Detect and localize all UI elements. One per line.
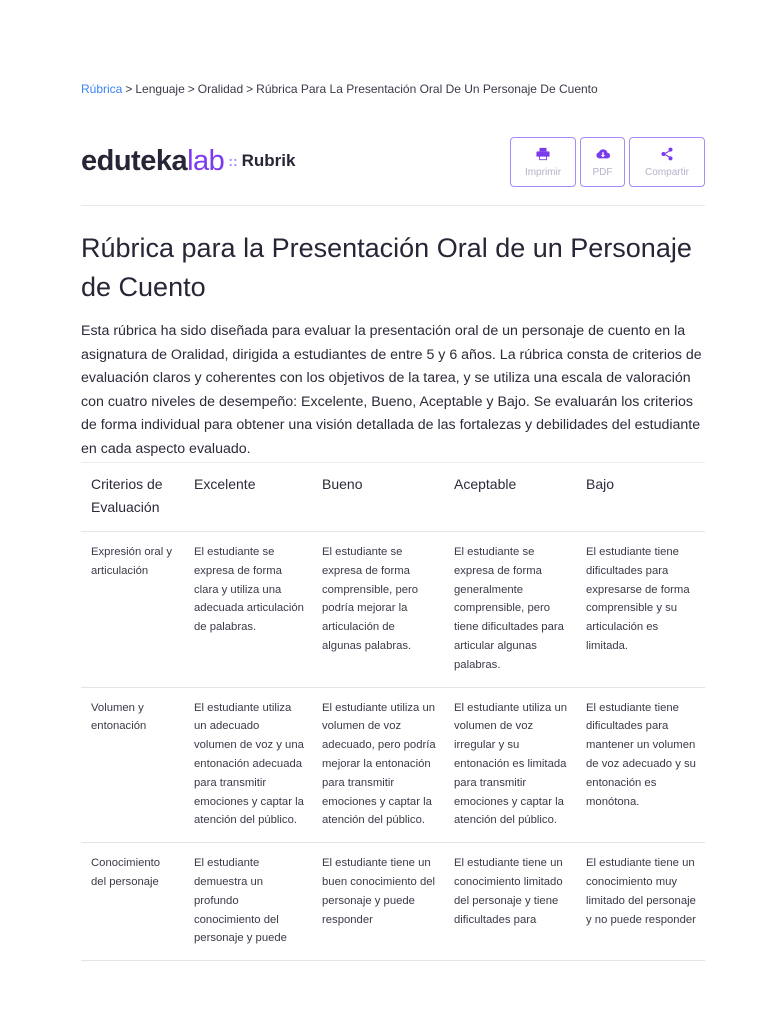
table-row	[81, 532, 705, 688]
table-cell: El estudiante tiene un conocimiento muy limitado del personaje y no puede responder	[576, 843, 705, 961]
criterion-cell: Conocimiento del personaje	[81, 843, 184, 961]
page-title: Rúbrica para la Presentación Oral de un Personaje de Cuento	[81, 233, 692, 302]
criterion-cell: Volumen y entonación	[81, 687, 184, 843]
print-button[interactable]	[510, 137, 576, 187]
breadcrumb	[81, 82, 598, 96]
table-cell: El estudiante tiene dificultades para expresarse de forma comprensible y su articulación es limitada.	[576, 532, 705, 688]
header-criterios: Criterios de Evaluación	[81, 463, 184, 532]
logo-wordmark	[81, 144, 225, 177]
brand-logo[interactable]	[81, 143, 295, 179]
header-divider	[81, 205, 705, 206]
chevron-right-icon: >	[125, 82, 133, 96]
table-cell: El estudiante utiliza un adecuado volumen de voz y una entonación adecuada para transmitir emociones y captar la atención del público.	[184, 687, 312, 843]
header-bueno: Bueno	[312, 463, 444, 532]
header-bajo: Bajo	[576, 463, 705, 532]
printer-icon	[536, 147, 550, 161]
chevron-right-icon: >	[246, 82, 254, 96]
breadcrumb-item-oralidad[interactable]: Oralidad	[197, 82, 244, 96]
breadcrumb-item-current: Rúbrica Para La Presentación Oral De Un Personaje De Cuento	[256, 82, 598, 96]
logo-eduteka: eduteka	[81, 144, 188, 177]
table-cell: El estudiante se expresa de forma generalmente comprensible, pero tiene dificultades para articular algunas palabras.	[444, 532, 576, 688]
table-row	[81, 843, 705, 961]
rubric-table	[81, 462, 705, 961]
table-cell: El estudiante tiene un conocimiento limitado del personaje y tiene dificultades para	[444, 843, 576, 961]
cloud-download-icon	[596, 147, 610, 161]
table-cell: El estudiante utiliza un volumen de voz adecuado, pero podría mejorar la entonación para transmitir emociones y captar la atención del público.	[312, 687, 444, 843]
breadcrumb-item-rubrica[interactable]: Rúbrica	[81, 82, 123, 96]
table-header-row	[81, 463, 705, 532]
intro-paragraph: Esta rúbrica ha sido diseñada para evaluar la presentación oral de un personaje de cuento en la asignatura de Oralidad, dirigida a estudiantes de entre 5 y 6 años. La rúbrica consta de criterios de evaluación claros y coherentes con los objetivos de la tarea, y se utiliza una escala de valoración con cuatro niveles de desempeño: Excelente, Bueno, Aceptable y Bajo. Se evaluarán los criterios de forma individual para obtener una visión detallada de las fortalezas y debilidades del estudiante en cada aspecto evaluado.	[81, 323, 702, 457]
share-button[interactable]	[629, 137, 705, 187]
table-cell: El estudiante tiene un buen conocimiento del personaje y puede responder	[312, 843, 444, 961]
logo-separator: ::	[228, 153, 238, 169]
pdf-button[interactable]	[580, 137, 625, 187]
logo-product-name: Rubrik	[241, 151, 296, 170]
chevron-right-icon: >	[187, 82, 195, 96]
share-icon	[660, 147, 674, 161]
table-cell: El estudiante tiene dificultades para mantener un volumen de voz adecuado y su entonación es monótona.	[576, 687, 705, 843]
table-cell: El estudiante se expresa de forma comprensible, pero podría mejorar la articulación de algunas palabras.	[312, 532, 444, 688]
header-aceptable: Aceptable	[444, 463, 576, 532]
logo-lab: lab	[187, 144, 225, 177]
table-row	[81, 687, 705, 843]
breadcrumb-item-lenguaje[interactable]: Lenguaje	[135, 82, 185, 96]
pdf-label: PDF	[592, 166, 613, 178]
table-cell: El estudiante utiliza un volumen de voz irregular y su entonación es limitada para transmitir emociones y captar la atención del público.	[444, 687, 576, 843]
print-label: Imprimir	[524, 166, 562, 178]
criterion-cell: Expresión oral y articulación	[81, 532, 184, 688]
table-cell: El estudiante demuestra un profundo conocimiento del personaje y puede	[184, 843, 312, 961]
action-toolbar	[510, 137, 705, 187]
share-label: Compartir	[645, 166, 689, 178]
header-excelente: Excelente	[184, 463, 312, 532]
table-cell: El estudiante se expresa de forma clara y utiliza una adecuada articulación de palabras.	[184, 532, 312, 688]
